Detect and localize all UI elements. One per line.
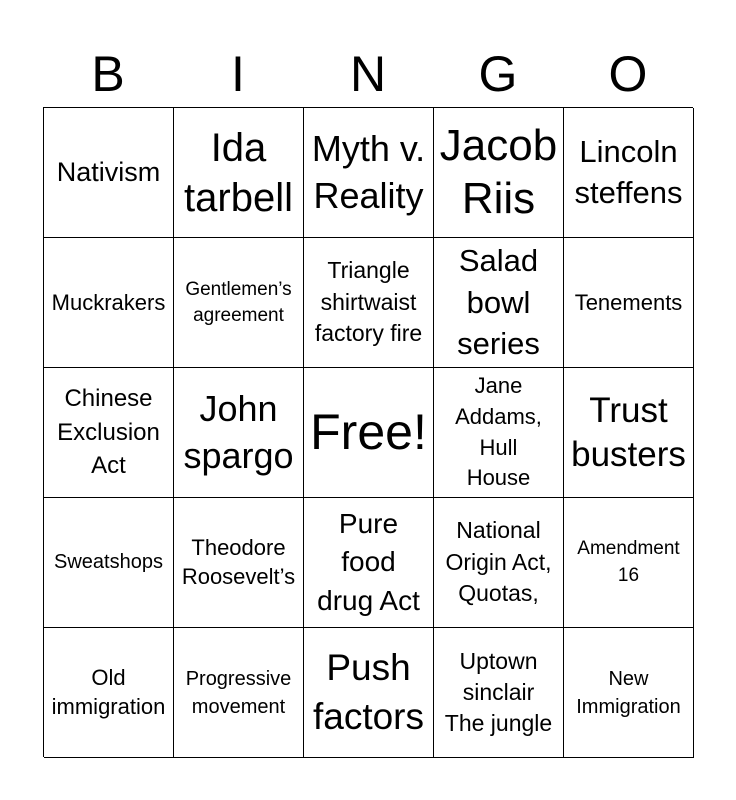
bingo-cell[interactable]: Chinese Exclusion Act <box>44 368 174 498</box>
bingo-cell[interactable]: Sweatshops <box>44 498 174 628</box>
bingo-cell[interactable]: Amendment 16 <box>564 498 694 628</box>
header-letter-i: I <box>231 46 245 102</box>
free-space-cell[interactable]: Free! <box>304 368 434 498</box>
bingo-cell[interactable]: Progressive movement <box>174 628 304 758</box>
bingo-cell[interactable]: Lincoln steffens <box>564 108 694 238</box>
header-letter-g: G <box>478 46 518 102</box>
bingo-cell[interactable]: Ida tarbell <box>174 108 304 238</box>
header-letter-b: B <box>91 46 125 102</box>
bingo-cell[interactable]: Nativism <box>44 108 174 238</box>
bingo-cell[interactable]: Theodore Roosevelt’s <box>174 498 304 628</box>
bingo-cell[interactable]: Pure food drug Act <box>304 498 434 628</box>
header-letter-o: O <box>608 46 648 102</box>
bingo-header <box>43 40 693 108</box>
bingo-cell[interactable]: Tenements <box>564 238 694 368</box>
bingo-cell[interactable]: Old immigration <box>44 628 174 758</box>
bingo-cell[interactable]: Trust busters <box>564 368 694 498</box>
bingo-cell[interactable]: Triangle shirtwaist factory fire <box>304 238 434 368</box>
bingo-cell[interactable]: John spargo <box>174 368 304 498</box>
bingo-cell[interactable]: Myth v. Reality <box>304 108 434 238</box>
bingo-cell[interactable]: Salad bowl series <box>434 238 564 368</box>
bingo-cell[interactable]: New Immigration <box>564 628 694 758</box>
bingo-cell[interactable]: Jacob Riis <box>434 108 564 238</box>
header-letter-n: N <box>349 46 387 102</box>
bingo-cell[interactable]: Push factors <box>304 628 434 758</box>
bingo-cell[interactable]: Jane Addams, Hull House <box>434 368 564 498</box>
bingo-cell[interactable]: Gentlemen’s agreement <box>174 238 304 368</box>
bingo-cell[interactable]: National Origin Act, Quotas, <box>434 498 564 628</box>
bingo-board <box>43 107 693 757</box>
bingo-cell[interactable]: Uptown sinclair The jungle <box>434 628 564 758</box>
bingo-cell[interactable]: Muckrakers <box>44 238 174 368</box>
